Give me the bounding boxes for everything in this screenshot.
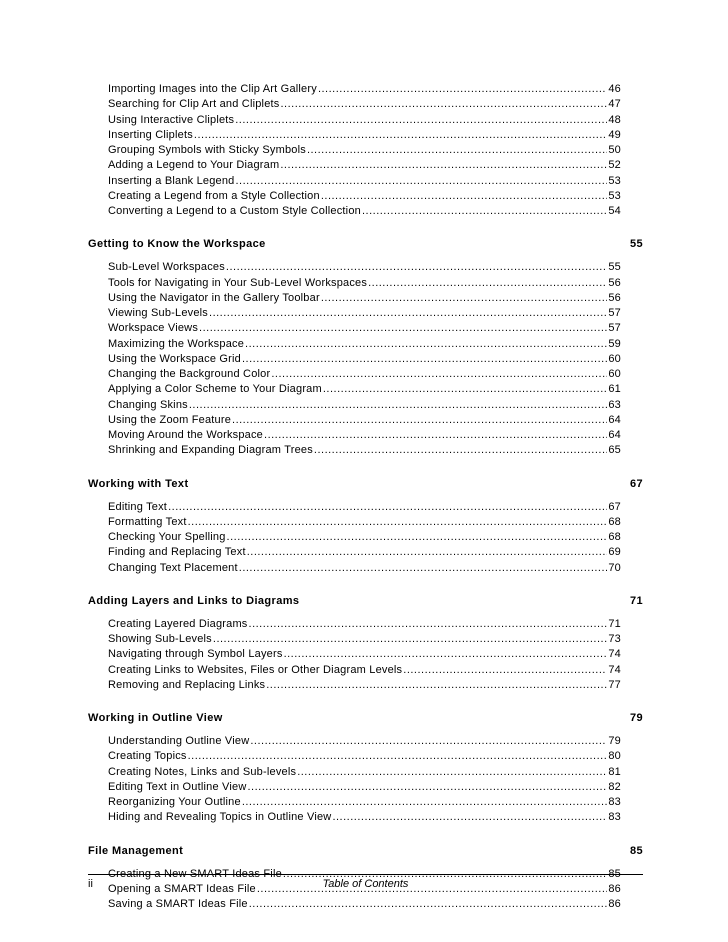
dot-leader: [242, 352, 607, 367]
dot-leader: [242, 795, 608, 810]
toc-entry[interactable]: [88, 367, 643, 382]
dot-leader: [332, 810, 607, 825]
dot-leader: [226, 260, 607, 275]
toc-entry[interactable]: [88, 795, 643, 810]
toc-entry-page: 79: [608, 735, 621, 747]
toc-entry-title: Removing and Replacing Links: [108, 678, 266, 691]
footer-page-number: ii: [88, 878, 93, 890]
toc-entry-page: 63: [608, 398, 621, 411]
dot-leader: [194, 128, 607, 143]
toc-entry[interactable]: [88, 545, 643, 560]
dot-leader: [323, 382, 608, 397]
section-page: 79: [629, 712, 643, 724]
toc-entry-title: Creating a Legend from a Style Collection: [108, 189, 320, 202]
toc-entry-title: Inserting Cliplets: [108, 128, 193, 141]
toc-entry-page: 68: [608, 531, 621, 543]
toc-entry-page: 83: [608, 811, 621, 824]
dot-leader: [321, 291, 608, 306]
toc-entry-page: 60: [608, 352, 621, 365]
toc-entry-page: 56: [608, 276, 621, 289]
toc-entry[interactable]: [88, 561, 643, 576]
toc-entry-title: Creating Topics: [108, 750, 187, 763]
toc-entry[interactable]: [88, 810, 643, 825]
dot-leader: [236, 174, 608, 189]
dot-leader: [188, 749, 608, 764]
toc-entry-title: Grouping Symbols with Sticky Symbols: [108, 144, 306, 156]
dot-leader: [250, 734, 607, 749]
dot-leader: [266, 678, 607, 693]
toc-entry-title: Tools for Navigating in Your Sub-Level Workspaces: [108, 276, 368, 289]
toc-entry-title: Using Interactive Cliplets: [108, 113, 235, 126]
toc-entry[interactable]: [88, 632, 643, 647]
toc-entry-title: Formatting Text: [108, 515, 187, 528]
section-page: 71: [629, 594, 643, 607]
toc-entry-page: 69: [608, 546, 621, 559]
toc-entry-page: 68: [608, 515, 621, 528]
toc-entry[interactable]: [88, 143, 643, 158]
toc-entry-title: Searching for Clip Art and Cliplets: [108, 98, 280, 111]
toc-entry-page: 57: [608, 322, 621, 335]
toc-entry-title: Using the Navigator in the Gallery Toolbar: [108, 291, 320, 304]
toc-entry-page: 73: [608, 633, 621, 645]
toc-entry-title: Showing Sub-Levels: [108, 633, 212, 645]
toc-entry[interactable]: [88, 678, 643, 693]
dot-leader: [227, 530, 608, 545]
dot-leader: [247, 545, 608, 560]
toc-entry[interactable]: [88, 617, 643, 632]
toc-entry-title: Changing the Background Color: [108, 368, 271, 380]
dot-leader: [248, 780, 608, 795]
dot-leader: [368, 276, 607, 291]
toc-entry[interactable]: [88, 189, 643, 204]
toc-entry-page: 85: [608, 867, 621, 880]
dot-leader: [213, 632, 607, 647]
toc-entry-title: Viewing Sub-Levels: [108, 307, 209, 319]
toc-entry-page: 74: [608, 663, 621, 676]
toc-entry-page: 80: [608, 750, 621, 763]
toc-entry-title: Moving Around the Workspace: [108, 429, 264, 441]
toc-entry-page: 56: [608, 291, 621, 304]
toc-entry[interactable]: [88, 515, 643, 530]
toc-entry-title: Sub-Level Workspaces: [108, 261, 225, 274]
toc-entry[interactable]: [88, 158, 643, 173]
toc-entry-title: Using the Zoom Feature: [108, 413, 232, 426]
toc-entry-title: Checking Your Spelling: [108, 531, 226, 543]
dot-leader: [249, 617, 608, 632]
toc-entry[interactable]: [88, 443, 643, 458]
toc-entry-title: Finding and Replacing Text: [108, 546, 246, 559]
toc-entry-page: 70: [608, 561, 621, 574]
toc-entry[interactable]: [88, 128, 643, 143]
toc-entry-title: Workspace Views: [108, 322, 199, 335]
toc-entry-page: 71: [608, 617, 621, 630]
toc-entry-title: Importing Images into the Clip Art Gallery: [108, 83, 317, 95]
dot-leader: [209, 306, 607, 321]
toc-entry[interactable]: [88, 530, 643, 545]
section-page: 85: [629, 844, 643, 857]
toc-entry-title: Navigating through Symbol Layers: [108, 648, 283, 661]
toc-entry[interactable]: [88, 749, 643, 764]
toc-entry-page: 86: [608, 898, 621, 910]
toc-entry-page: 48: [608, 113, 621, 126]
toc-entry[interactable]: [88, 734, 643, 749]
section-title: Working with Text: [88, 477, 189, 490]
toc-entry-title: Creating Notes, Links and Sub-levels: [108, 765, 297, 778]
toc-entry-page: 49: [608, 128, 621, 141]
toc-entry-title: Converting a Legend to a Custom Style Collection: [108, 205, 361, 217]
section-heading[interactable]: [88, 711, 643, 725]
toc-entry[interactable]: [88, 647, 643, 662]
toc-entry[interactable]: [88, 500, 643, 515]
dot-leader: [318, 82, 607, 97]
toc-entry-title: Adding a Legend to Your Diagram: [108, 159, 280, 172]
dot-leader: [403, 663, 607, 678]
toc-entry-page: 86: [608, 882, 621, 895]
toc-entry-page: 74: [608, 648, 621, 661]
dot-leader: [307, 143, 607, 158]
toc-entry-title: Maximizing the Workspace: [108, 337, 245, 350]
dot-leader: [232, 413, 607, 428]
toc-entry-page: 64: [608, 429, 621, 441]
toc-entry-page: 53: [608, 189, 621, 202]
dot-leader: [239, 561, 608, 576]
toc-entry-page: 59: [608, 337, 621, 350]
toc-entry[interactable]: [88, 337, 643, 352]
toc-entry-title: Creating Links to Websites, Files or Other Diagram Levels: [108, 663, 403, 676]
dot-leader: [245, 337, 607, 352]
toc-entry[interactable]: [88, 260, 643, 275]
toc-entry-page: 55: [608, 261, 621, 274]
toc-entry[interactable]: [88, 352, 643, 367]
toc-entry[interactable]: [88, 413, 643, 428]
toc-entry-title: Understanding Outline View: [108, 735, 250, 747]
table-of-contents: [88, 82, 643, 912]
toc-entry[interactable]: [88, 174, 643, 189]
footer-caption: Table of Contents: [322, 878, 409, 890]
toc-entry[interactable]: [88, 765, 643, 780]
toc-entry-page: 57: [608, 307, 621, 319]
dot-leader: [280, 97, 607, 112]
toc-entry-title: Changing Text Placement: [108, 561, 238, 574]
toc-entry[interactable]: [88, 82, 643, 97]
toc-entry-page: 46: [608, 83, 621, 95]
toc-entry[interactable]: [88, 97, 643, 112]
dot-leader: [271, 367, 607, 382]
toc-entry-page: 65: [608, 444, 621, 457]
toc-entry-page: 77: [608, 678, 621, 691]
toc-entry-title: Using the Workspace Grid: [108, 352, 241, 365]
toc-entry-title: Creating a New SMART Ideas File: [108, 867, 282, 880]
toc-entry[interactable]: [88, 428, 643, 443]
section-heading[interactable]: [88, 477, 643, 491]
toc-entry-page: 53: [608, 174, 621, 187]
section-title: Working in Outline View: [88, 712, 223, 724]
toc-entry-page: 64: [608, 413, 621, 426]
dot-leader: [264, 428, 607, 443]
section-title: Adding Layers and Links to Diagrams: [88, 594, 300, 607]
toc-entry-page: 54: [608, 205, 621, 217]
toc-entry-page: 61: [608, 383, 621, 396]
toc-entry[interactable]: [88, 291, 643, 306]
dot-leader: [168, 500, 607, 515]
dot-leader: [284, 647, 608, 662]
dot-leader: [362, 204, 607, 219]
toc-entry-page: 47: [608, 98, 621, 111]
section-title: File Management: [88, 844, 184, 857]
section-heading[interactable]: [88, 844, 643, 858]
dot-leader: [199, 321, 607, 336]
toc-entry-page: 82: [608, 780, 621, 793]
section-heading[interactable]: [88, 237, 643, 251]
section-page: 55: [629, 238, 643, 251]
toc-entry-title: Saving a SMART Ideas File: [108, 898, 248, 910]
toc-entry[interactable]: [88, 321, 643, 336]
dot-leader: [297, 765, 607, 780]
toc-entry[interactable]: [88, 382, 643, 397]
toc-entry-page: 60: [608, 368, 621, 380]
dot-leader: [280, 158, 607, 173]
dot-leader: [189, 398, 608, 413]
toc-entry-title: Inserting a Blank Legend: [108, 174, 235, 187]
toc-entry[interactable]: [88, 276, 643, 291]
dot-leader: [249, 897, 608, 912]
toc-entry-page: 50: [608, 144, 621, 156]
toc-entry[interactable]: [88, 113, 643, 128]
toc-entry-title: Changing Skins: [108, 398, 188, 411]
toc-entry-title: Reorganizing Your Outline: [108, 796, 241, 808]
toc-entry-title: Applying a Color Scheme to Your Diagram: [108, 383, 322, 396]
dot-leader: [314, 443, 607, 458]
toc-entry[interactable]: [88, 897, 643, 912]
toc-entry-page: 67: [608, 500, 621, 513]
dot-leader: [321, 189, 608, 204]
toc-entry-title: Hiding and Revealing Topics in Outline View: [108, 811, 332, 824]
toc-entry[interactable]: [88, 306, 643, 321]
toc-entry-title: Editing Text: [108, 500, 168, 513]
toc-entry-page: 81: [608, 765, 621, 778]
toc-entry-title: Creating Layered Diagrams: [108, 617, 248, 630]
toc-entry-title: Opening a SMART Ideas File: [108, 882, 256, 895]
toc-entry[interactable]: [88, 204, 643, 219]
dot-leader: [235, 113, 607, 128]
toc-entry[interactable]: [88, 398, 643, 413]
toc-entry-title: Editing Text in Outline View: [108, 780, 247, 793]
toc-entry-page: 83: [608, 796, 621, 808]
section-heading[interactable]: [88, 594, 643, 608]
toc-entry-page: 52: [608, 159, 621, 172]
toc-entry-title: Shrinking and Expanding Diagram Trees: [108, 444, 313, 457]
dot-leader: [188, 515, 608, 530]
section-title: Getting to Know the Workspace: [88, 238, 266, 251]
toc-entry[interactable]: [88, 663, 643, 678]
section-page: 67: [629, 477, 643, 490]
toc-entry[interactable]: [88, 780, 643, 795]
